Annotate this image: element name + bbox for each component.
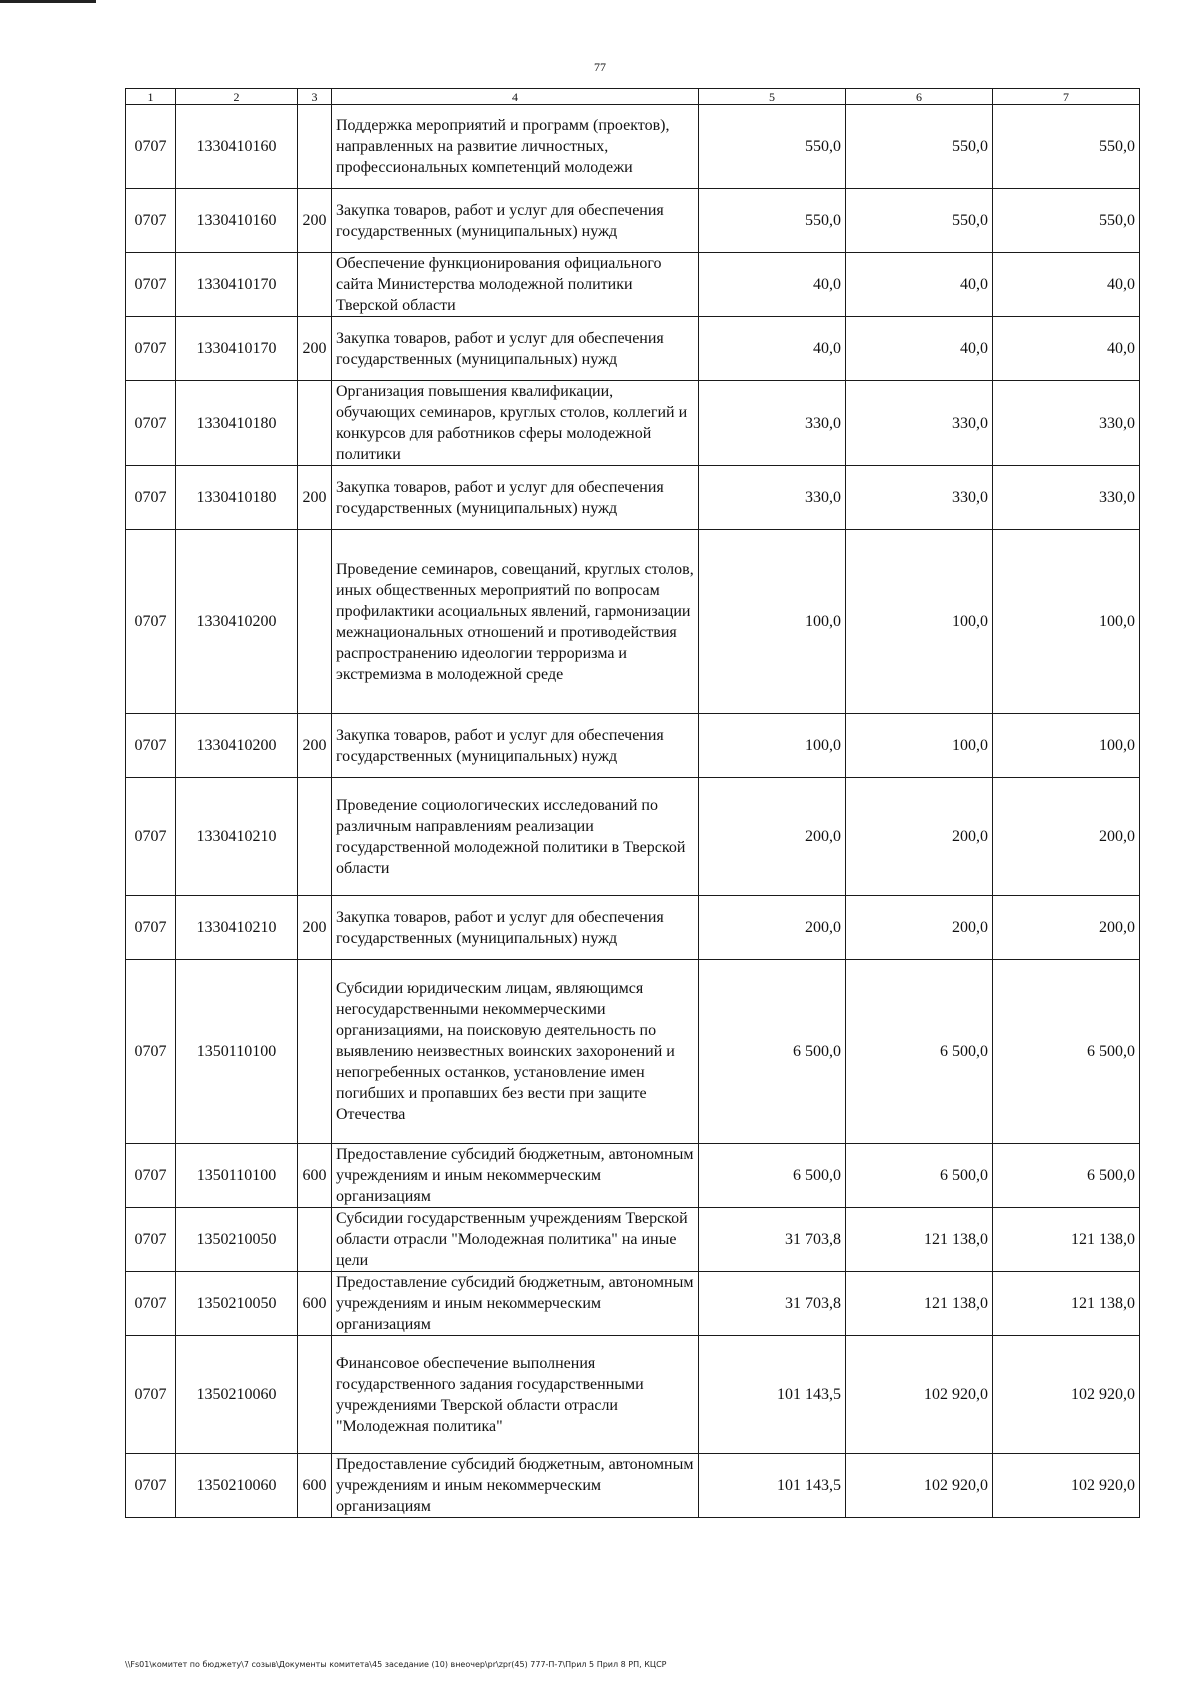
section-code-cell: 0707 <box>126 1144 176 1208</box>
item-name-cell: Обеспечение функционирования официального сайта Министерства молодежной политики Тверской области <box>332 253 699 317</box>
expense-type-cell: 600 <box>298 1272 332 1336</box>
amount-cell-7: 550,0 <box>993 189 1140 253</box>
amount-cell-7: 6 500,0 <box>993 1144 1140 1208</box>
item-name-cell: Закупка товаров, работ и услуг для обеспечения государственных (муниципальных) нужд <box>332 714 699 778</box>
amount-cell-5: 31 703,8 <box>699 1208 846 1272</box>
amount-cell-6: 40,0 <box>846 317 993 381</box>
amount-cell-6: 200,0 <box>846 896 993 960</box>
column-header-4: 4 <box>332 89 699 105</box>
amount-cell-6: 330,0 <box>846 466 993 530</box>
amount-cell-5: 330,0 <box>699 466 846 530</box>
item-name-cell: Поддержка мероприятий и программ (проектов), направленных на развитие личностных, профессиональных компетенций молодежи <box>332 105 699 189</box>
amount-cell-6: 102 920,0 <box>846 1454 993 1518</box>
item-name-cell: Закупка товаров, работ и услуг для обеспечения государственных (муниципальных) нужд <box>332 896 699 960</box>
section-code-cell: 0707 <box>126 1272 176 1336</box>
expense-type-cell <box>298 960 332 1144</box>
amount-cell-5: 100,0 <box>699 714 846 778</box>
item-name-cell: Закупка товаров, работ и услуг для обеспечения государственных (муниципальных) нужд <box>332 189 699 253</box>
table-row <box>126 381 1140 466</box>
amount-cell-5: 101 143,5 <box>699 1454 846 1518</box>
target-article-cell: 1330410180 <box>176 466 298 530</box>
column-header-6: 6 <box>846 89 993 105</box>
amount-cell-5: 6 500,0 <box>699 960 846 1144</box>
target-article-cell: 1350210060 <box>176 1454 298 1518</box>
document-file-path: \\Fs01\комитет по бюджету\7 созыв\Документы комитета\45 заседание (10) внеочер\pr\zpr(45) 777-П-7\Прил 5 Прил 8 РП, КЦСР <box>125 1660 667 1669</box>
amount-cell-6: 6 500,0 <box>846 960 993 1144</box>
target-article-cell: 1350210060 <box>176 1336 298 1454</box>
page-number: 77 <box>594 60 606 74</box>
expense-type-cell <box>298 253 332 317</box>
target-article-cell: 1330410170 <box>176 317 298 381</box>
expense-type-cell: 200 <box>298 189 332 253</box>
amount-cell-7: 102 920,0 <box>993 1454 1140 1518</box>
table-row <box>126 1454 1140 1518</box>
amount-cell-6: 100,0 <box>846 714 993 778</box>
section-code-cell: 0707 <box>126 896 176 960</box>
table-row <box>126 896 1140 960</box>
expense-type-cell: 200 <box>298 466 332 530</box>
target-article-cell: 1350110100 <box>176 1144 298 1208</box>
amount-cell-6: 6 500,0 <box>846 1144 993 1208</box>
amount-cell-5: 6 500,0 <box>699 1144 846 1208</box>
amount-cell-5: 31 703,8 <box>699 1272 846 1336</box>
section-code-cell: 0707 <box>126 778 176 896</box>
amount-cell-7: 200,0 <box>993 896 1140 960</box>
amount-cell-7: 121 138,0 <box>993 1208 1140 1272</box>
amount-cell-7: 100,0 <box>993 530 1140 714</box>
scan-corner-mark <box>0 0 96 3</box>
table-row <box>126 960 1140 1144</box>
amount-cell-7: 6 500,0 <box>993 960 1140 1144</box>
column-header-5: 5 <box>699 89 846 105</box>
target-article-cell: 1350210050 <box>176 1272 298 1336</box>
item-name-cell: Проведение социологических исследований по различным направлениям реализации государственной молодежной политики в Тверской области <box>332 778 699 896</box>
budget-table <box>125 88 1140 1518</box>
table-row <box>126 189 1140 253</box>
column-header-1: 1 <box>126 89 176 105</box>
expense-type-cell <box>298 381 332 466</box>
target-article-cell: 1330410200 <box>176 714 298 778</box>
item-name-cell: Проведение семинаров, совещаний, круглых столов, иных общественных мероприятий по вопросам профилактики асоциальных явлений, гармонизации межнациональных отношений и противодействия распространению идеологии терроризма и экстремизма в молодежной среде <box>332 530 699 714</box>
amount-cell-5: 550,0 <box>699 189 846 253</box>
amount-cell-6: 102 920,0 <box>846 1336 993 1454</box>
section-code-cell: 0707 <box>126 105 176 189</box>
item-name-cell: Субсидии юридическим лицам, являющимся негосударственными некоммерческими организациями, на поисковую деятельность по выявлению неизвестных воинских захоронений и непогребенных останков, установление имен погибших и пропавших без вести при защите Отечества <box>332 960 699 1144</box>
table-row <box>126 1336 1140 1454</box>
table-row <box>126 1144 1140 1208</box>
amount-cell-6: 200,0 <box>846 778 993 896</box>
amount-cell-7: 100,0 <box>993 714 1140 778</box>
target-article-cell: 1330410160 <box>176 189 298 253</box>
target-article-cell: 1330410170 <box>176 253 298 317</box>
amount-cell-7: 121 138,0 <box>993 1272 1140 1336</box>
target-article-cell: 1330410210 <box>176 778 298 896</box>
table-header-row <box>126 89 1140 105</box>
section-code-cell: 0707 <box>126 1336 176 1454</box>
amount-cell-6: 100,0 <box>846 530 993 714</box>
amount-cell-5: 40,0 <box>699 317 846 381</box>
expense-type-cell <box>298 1208 332 1272</box>
expense-type-cell: 200 <box>298 714 332 778</box>
expense-type-cell <box>298 1336 332 1454</box>
target-article-cell: 1330410160 <box>176 105 298 189</box>
item-name-cell: Закупка товаров, работ и услуг для обеспечения государственных (муниципальных) нужд <box>332 317 699 381</box>
amount-cell-7: 550,0 <box>993 105 1140 189</box>
expense-type-cell: 200 <box>298 317 332 381</box>
amount-cell-5: 200,0 <box>699 778 846 896</box>
section-code-cell: 0707 <box>126 253 176 317</box>
item-name-cell: Предоставление субсидий бюджетным, автономным учреждениям и иным некоммерческим организациям <box>332 1454 699 1518</box>
amount-cell-7: 102 920,0 <box>993 1336 1140 1454</box>
amount-cell-5: 550,0 <box>699 105 846 189</box>
expense-type-cell: 600 <box>298 1454 332 1518</box>
column-header-2: 2 <box>176 89 298 105</box>
item-name-cell: Субсидии государственным учреждениям Тверской области отрасли "Молодежная политика" на иные цели <box>332 1208 699 1272</box>
item-name-cell: Организация повышения квалификации, обучающих семинаров, круглых столов, коллегий и конкурсов для работников сферы молодежной политики <box>332 381 699 466</box>
amount-cell-7: 40,0 <box>993 317 1140 381</box>
section-code-cell: 0707 <box>126 714 176 778</box>
table-row <box>126 714 1140 778</box>
expense-type-cell: 200 <box>298 896 332 960</box>
expense-type-cell <box>298 778 332 896</box>
amount-cell-6: 121 138,0 <box>846 1272 993 1336</box>
amount-cell-5: 200,0 <box>699 896 846 960</box>
expense-type-cell <box>298 105 332 189</box>
section-code-cell: 0707 <box>126 1208 176 1272</box>
amount-cell-5: 101 143,5 <box>699 1336 846 1454</box>
amount-cell-5: 100,0 <box>699 530 846 714</box>
section-code-cell: 0707 <box>126 317 176 381</box>
amount-cell-6: 550,0 <box>846 105 993 189</box>
amount-cell-6: 121 138,0 <box>846 1208 993 1272</box>
item-name-cell: Закупка товаров, работ и услуг для обеспечения государственных (муниципальных) нужд <box>332 466 699 530</box>
target-article-cell: 1330410210 <box>176 896 298 960</box>
amount-cell-5: 40,0 <box>699 253 846 317</box>
amount-cell-6: 40,0 <box>846 253 993 317</box>
table-row <box>126 317 1140 381</box>
table-row <box>126 253 1140 317</box>
column-header-7: 7 <box>993 89 1140 105</box>
amount-cell-7: 330,0 <box>993 466 1140 530</box>
column-header-3: 3 <box>298 89 332 105</box>
amount-cell-7: 40,0 <box>993 253 1140 317</box>
amount-cell-5: 330,0 <box>699 381 846 466</box>
section-code-cell: 0707 <box>126 530 176 714</box>
section-code-cell: 0707 <box>126 381 176 466</box>
item-name-cell: Финансовое обеспечение выполнения государственного задания государственными учреждениями Тверской области отрасли "Молодежная политика" <box>332 1336 699 1454</box>
target-article-cell: 1330410200 <box>176 530 298 714</box>
amount-cell-7: 200,0 <box>993 778 1140 896</box>
table-row <box>126 466 1140 530</box>
section-code-cell: 0707 <box>126 1454 176 1518</box>
table-row <box>126 105 1140 189</box>
item-name-cell: Предоставление субсидий бюджетным, автономным учреждениям и иным некоммерческим организациям <box>332 1272 699 1336</box>
item-name-cell: Предоставление субсидий бюджетным, автономным учреждениям и иным некоммерческим организациям <box>332 1144 699 1208</box>
table-row <box>126 1208 1140 1272</box>
expense-type-cell <box>298 530 332 714</box>
amount-cell-7: 330,0 <box>993 381 1140 466</box>
table-row <box>126 1272 1140 1336</box>
section-code-cell: 0707 <box>126 189 176 253</box>
target-article-cell: 1330410180 <box>176 381 298 466</box>
target-article-cell: 1350210050 <box>176 1208 298 1272</box>
amount-cell-6: 330,0 <box>846 381 993 466</box>
amount-cell-6: 550,0 <box>846 189 993 253</box>
target-article-cell: 1350110100 <box>176 960 298 1144</box>
section-code-cell: 0707 <box>126 466 176 530</box>
section-code-cell: 0707 <box>126 960 176 1144</box>
table-row <box>126 778 1140 896</box>
table-row <box>126 530 1140 714</box>
expense-type-cell: 600 <box>298 1144 332 1208</box>
